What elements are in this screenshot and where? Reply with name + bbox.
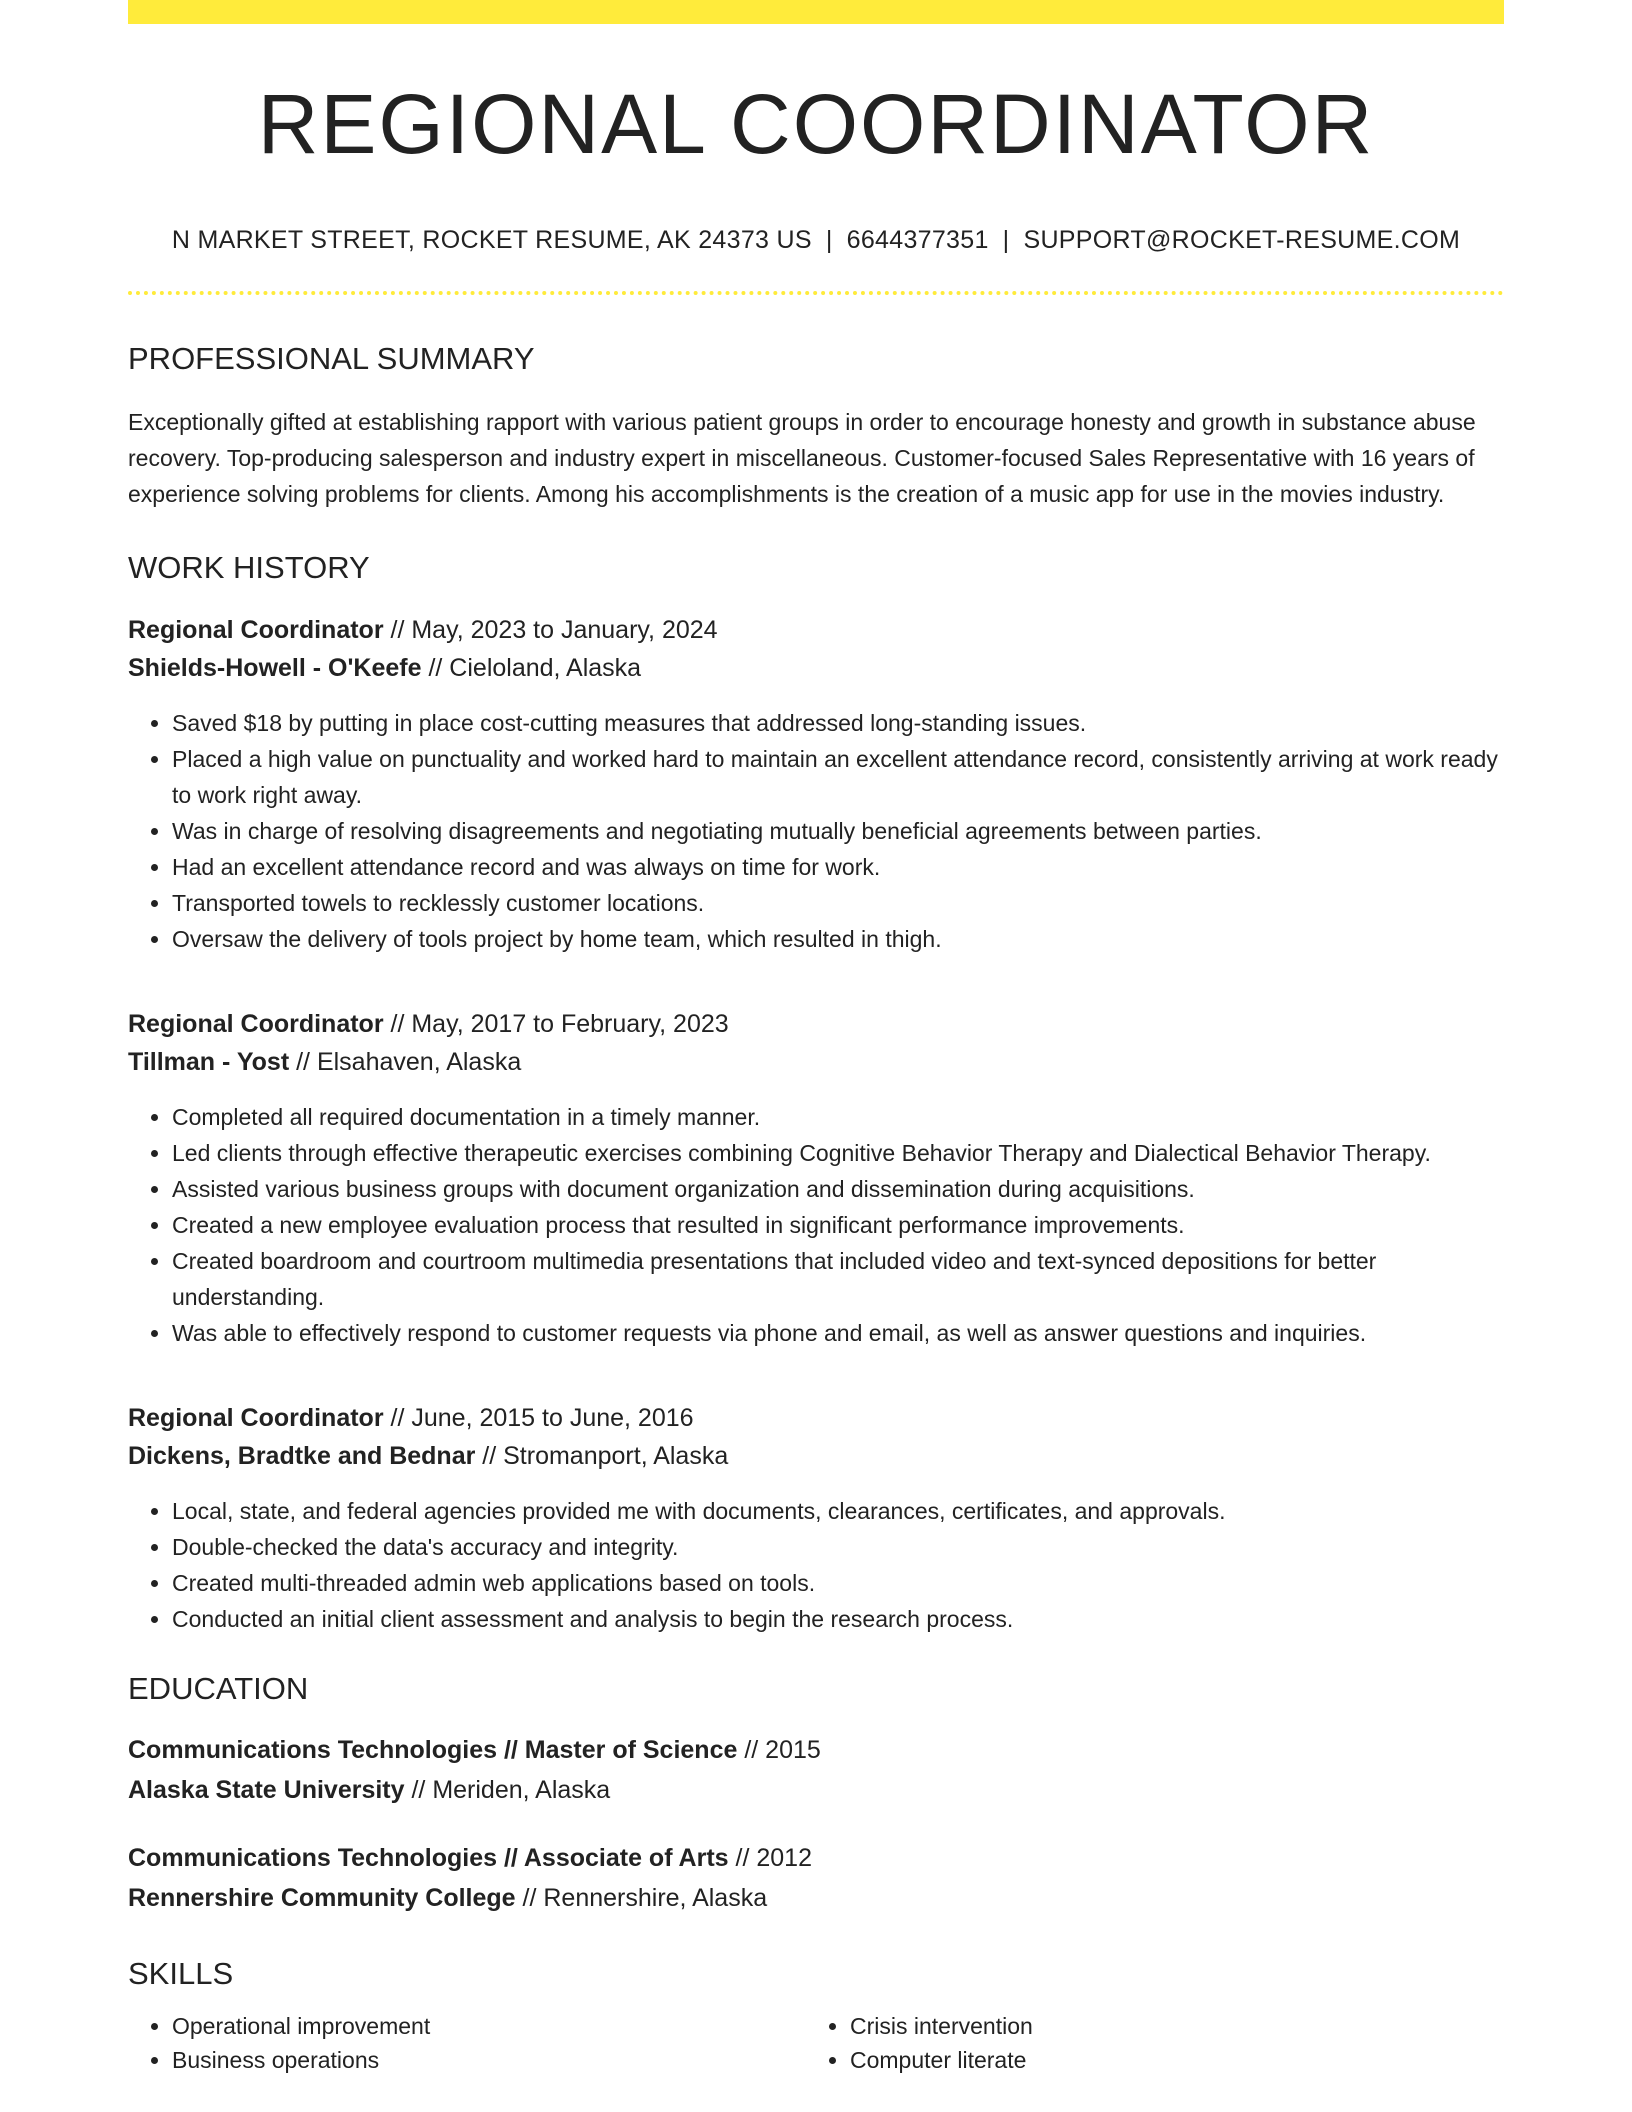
education-year: // 2012	[735, 1844, 812, 1872]
job-title-line	[128, 1399, 1504, 1437]
job-bullet: • Completed all required documentation in a timely manner.	[172, 1099, 1504, 1135]
education-heading: EDUCATION	[128, 1671, 309, 1706]
job-bullets	[128, 705, 1504, 957]
education-school-line	[128, 1878, 1504, 1918]
education-year: // 2015	[744, 1736, 821, 1764]
job-company: Dickens, Bradtke and Bednar	[128, 1442, 476, 1470]
job-bullet: • Created boardroom and courtroom multimedia presentations that included video and text-synced depositions for better understanding.	[172, 1243, 1504, 1315]
skills-column-right	[806, 2009, 1484, 2077]
education-entry	[128, 1838, 1504, 1918]
email: SUPPORT@ROCKET-RESUME.COM	[1023, 226, 1461, 254]
job-company: Shields-Howell - O'Keefe	[128, 654, 422, 682]
job-bullet: • Created multi-threaded admin web applications based on tools.	[172, 1565, 1504, 1601]
job-bullets	[128, 1099, 1504, 1351]
job-dates: // June, 2015 to June, 2016	[390, 1404, 694, 1432]
job-bullet: • Conducted an initial client assessment and analysis to begin the research process.	[172, 1601, 1504, 1637]
skill-item: • Operational improvement	[172, 2009, 806, 2043]
job-list	[128, 611, 1504, 1637]
job-bullet: • Was able to effectively respond to customer requests via phone and email, as well as answer questions and inquiries.	[172, 1315, 1504, 1351]
skill-item: • Business operations	[172, 2043, 806, 2077]
job-title-line	[128, 611, 1504, 649]
resume-title: REGIONAL COORDINATOR	[257, 77, 1375, 171]
job-title-line	[128, 1005, 1504, 1043]
accent-bar	[128, 0, 1504, 24]
education-degree: Communications Technologies // Associate of Arts	[128, 1844, 729, 1872]
job-bullet: • Placed a high value on punctuality and worked hard to maintain an excellent attendance record, consistently arriving at work ready to work right away.	[172, 741, 1504, 813]
job-dates: // May, 2023 to January, 2024	[390, 616, 718, 644]
education-degree-line	[128, 1838, 1504, 1878]
job-company-line	[128, 1043, 1504, 1081]
job-bullets	[128, 1493, 1504, 1637]
education-location: // Rennershire, Alaska	[522, 1884, 768, 1912]
education-degree: Communications Technologies // Master of Science	[128, 1736, 738, 1764]
skills-column-left	[128, 2009, 806, 2077]
education-location: // Meriden, Alaska	[411, 1776, 611, 1804]
job-bullet: • Transported towels to recklessly customer locations.	[172, 885, 1504, 921]
resume-page	[128, 0, 1504, 2077]
phone: 6644377351	[846, 226, 989, 254]
contact-separator: |	[1002, 226, 1010, 254]
job-company-line	[128, 1437, 1504, 1475]
education-entry	[128, 1730, 1504, 1810]
job-bullet: • Had an excellent attendance record and was always on time for work.	[172, 849, 1504, 885]
job-bullet: • Assisted various business groups with document organization and dissemination during acquisitions.	[172, 1171, 1504, 1207]
job-bullet: • Created a new employee evaluation process that resulted in significant performance improvements.	[172, 1207, 1504, 1243]
job-company-line	[128, 649, 1504, 687]
education-school-line	[128, 1770, 1504, 1810]
address: N MARKET STREET, ROCKET RESUME, AK 24373 US	[171, 226, 812, 254]
job-company: Tillman - Yost	[128, 1048, 290, 1076]
education-degree-line	[128, 1730, 1504, 1770]
skills-heading: SKILLS	[128, 1956, 234, 1991]
job-role: Regional Coordinator	[128, 616, 384, 644]
job-role: Regional Coordinator	[128, 1010, 384, 1038]
education-school: Alaska State University	[128, 1776, 405, 1804]
contact-line	[128, 228, 1504, 253]
summary-text: Exceptionally gifted at establishing rapport with various patient groups in order to encourage honesty and growth in substance abuse recovery. Top-producing salesperson and industry expert in miscellaneous. Customer-focused Sales Representative with 16 years of experience solving problems for clients. Among his accomplishments is the creation of a music app for use in the movies industry.	[128, 409, 1476, 507]
job-bullet: • Local, state, and federal agencies provided me with documents, clearances, certificates, and approvals.	[172, 1493, 1504, 1529]
education-school: Rennershire Community College	[128, 1884, 516, 1912]
education-list	[128, 1730, 1504, 1918]
skill-item: • Computer literate	[850, 2043, 1484, 2077]
skills-list	[128, 2009, 1504, 2077]
job-bullet: • Led clients through effective therapeutic exercises combining Cognitive Behavior Therapy and Dialectical Behavior Therapy.	[172, 1135, 1504, 1171]
divider	[128, 291, 1504, 295]
job-location: // Elsahaven, Alaska	[296, 1048, 522, 1076]
contact-separator: |	[825, 226, 833, 254]
job-location: // Cieloland, Alaska	[428, 654, 642, 682]
job-entry	[128, 1399, 1504, 1637]
work-history-heading: WORK HISTORY	[128, 550, 370, 585]
job-role: Regional Coordinator	[128, 1404, 384, 1432]
job-bullet: • Saved $18 by putting in place cost-cutting measures that addressed long-standing issues.	[172, 705, 1504, 741]
job-entry	[128, 611, 1504, 957]
skill-item: • Crisis intervention	[850, 2009, 1484, 2043]
job-bullet: • Oversaw the delivery of tools project by home team, which resulted in thigh.	[172, 921, 1504, 957]
summary-heading: PROFESSIONAL SUMMARY	[128, 341, 535, 376]
job-bullet: • Was in charge of resolving disagreements and negotiating mutually beneficial agreements between parties.	[172, 813, 1504, 849]
job-location: // Stromanport, Alaska	[482, 1442, 729, 1470]
job-dates: // May, 2017 to February, 2023	[390, 1010, 729, 1038]
job-bullet: • Double-checked the data's accuracy and integrity.	[172, 1529, 1504, 1565]
job-entry	[128, 1005, 1504, 1351]
